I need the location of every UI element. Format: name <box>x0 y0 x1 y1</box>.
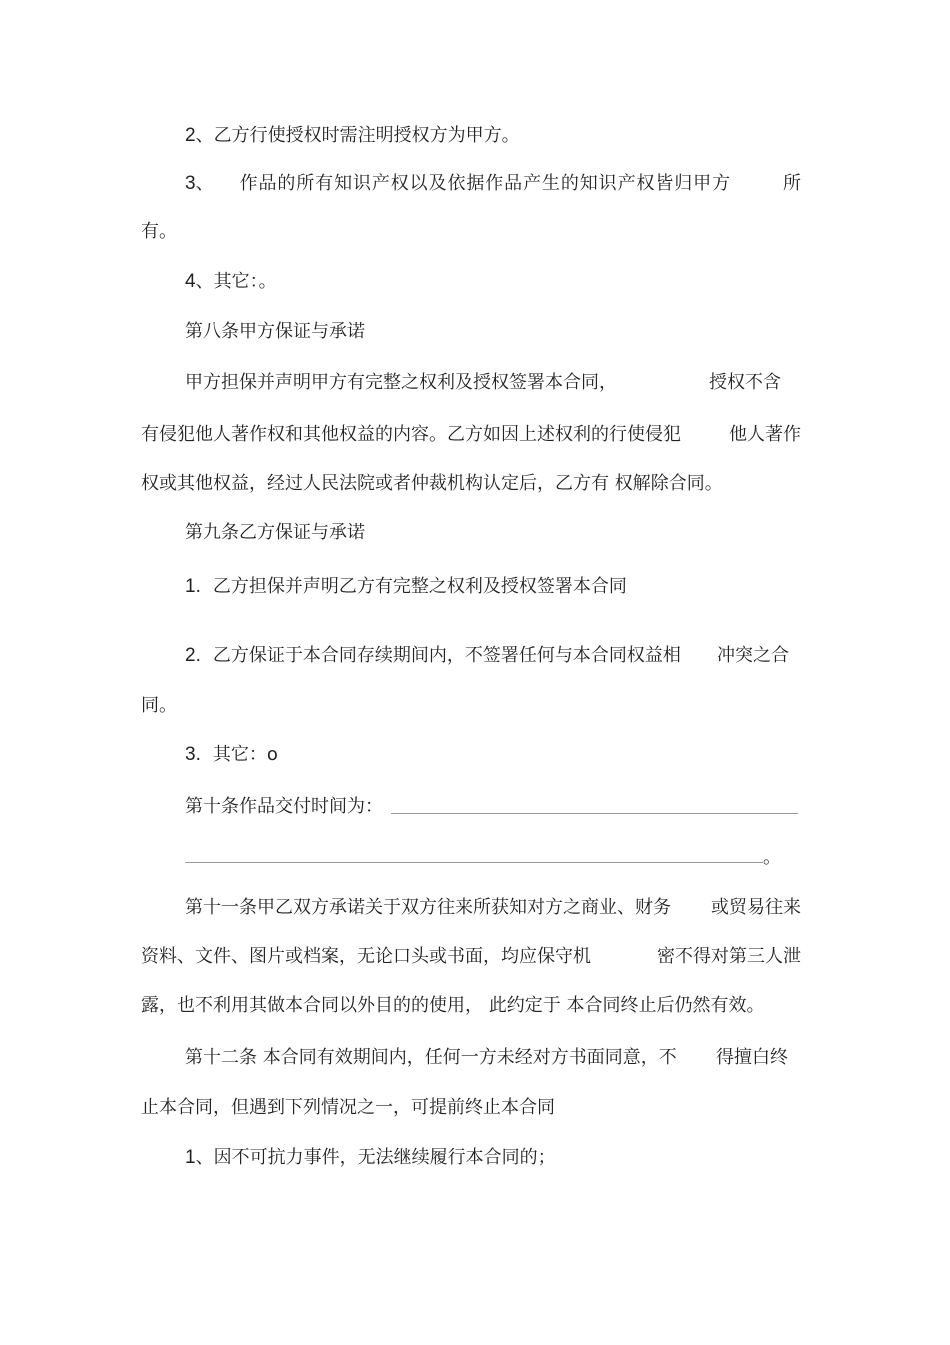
item-number: 2 <box>185 125 196 146</box>
article-9-title: 第九条乙方保证与承诺 <box>185 522 365 543</box>
article-12-line-2: 止本合同，但遇到下列情况之一，可提前终止本合同 <box>141 1097 555 1118</box>
line-text-tail: 他人著作 <box>729 424 801 445</box>
line-text-tail: 或贸易往来 <box>711 897 801 918</box>
art7-item-4 <box>185 270 277 294</box>
article-8-title: 第八条甲方保证与承诺 <box>185 321 365 342</box>
article-8-line-2 <box>141 423 801 447</box>
item-text: 、因不可抗力事件，无法继续履行本合同的； <box>195 1147 556 1168</box>
article-12-line-1 <box>185 1046 788 1070</box>
item-text: 其它：o <box>212 744 278 765</box>
line-text: 有侵犯他人著作权和其他权益的内容。乙方如因上述权利的行使侵犯 <box>141 424 681 445</box>
line-text-tail: 密不得对第三人泄 <box>657 946 801 967</box>
item-number: 2. <box>185 645 201 666</box>
delivery-time-blank-line-1 <box>391 813 798 814</box>
line-text-tail: 得擅白终 <box>716 1047 788 1068</box>
item-separator: 、 <box>195 173 214 194</box>
line-text: 第十二条 本合同有效期间内，任何一方未经对方书面同意，不 <box>185 1047 677 1068</box>
art9-item-2 <box>185 644 789 668</box>
article-8-line-1 <box>185 371 781 395</box>
article-10-label: 第十条作品交付时间为： <box>185 796 383 817</box>
item-text: 、其它：。 <box>195 271 277 292</box>
item-number: 1. <box>185 576 201 597</box>
line-text: 甲方担保并声明甲方有完整之权利及授权签署本合同， <box>185 372 617 393</box>
art7-item-3-continuation: 有。 <box>141 221 177 242</box>
item-number: 3 <box>185 173 196 194</box>
line-text-tail: 授权不含 <box>709 372 781 393</box>
item-text-tail: 冲突之合 <box>717 645 789 666</box>
art9-item-1 <box>185 575 627 599</box>
item-text-tail: 所 <box>783 173 801 194</box>
item-number: 4 <box>185 271 196 292</box>
article-11-line-3: 露，也不利用其做本合同以外目的的使用， 此约定于 本合同终止后仍然有效。 <box>141 995 765 1016</box>
art12-item-1 <box>185 1146 556 1170</box>
line-text: 第十一条甲乙双方承诺关于双方往来所获知对方之商业、财务 <box>185 897 671 918</box>
item-number: 3. <box>185 744 201 765</box>
delivery-time-blank-line-2 <box>185 862 763 863</box>
art9-item-2-continuation: 同。 <box>141 695 177 716</box>
art7-item-2 <box>185 124 520 148</box>
line-text: 资料、文件、图片或档案，无论口头或书面，均应保守机 <box>141 946 591 967</box>
art9-item-3 <box>185 743 278 767</box>
article-10-end-mark: 。 <box>763 847 781 868</box>
item-number: 1 <box>185 1147 196 1168</box>
art7-item-3 <box>185 172 801 196</box>
item-text: 、乙方行使授权时需注明授权方为甲方。 <box>195 125 520 146</box>
item-text: 作品的所有知识产权以及依据作品产生的知识产权皆归甲方 <box>239 173 731 194</box>
article-11-line-2 <box>141 945 801 969</box>
article-11-line-1 <box>185 896 801 920</box>
item-text: 乙方担保并声明乙方有完整之权利及授权签署本合同 <box>212 576 627 597</box>
item-text: 乙方保证于本合同存续期间内，不签署任何与本合同权益相 <box>212 645 681 666</box>
article-8-line-3: 权或其他权益，经过人民法院或者仲裁机构认定后，乙方有 权解除合同。 <box>141 473 723 494</box>
